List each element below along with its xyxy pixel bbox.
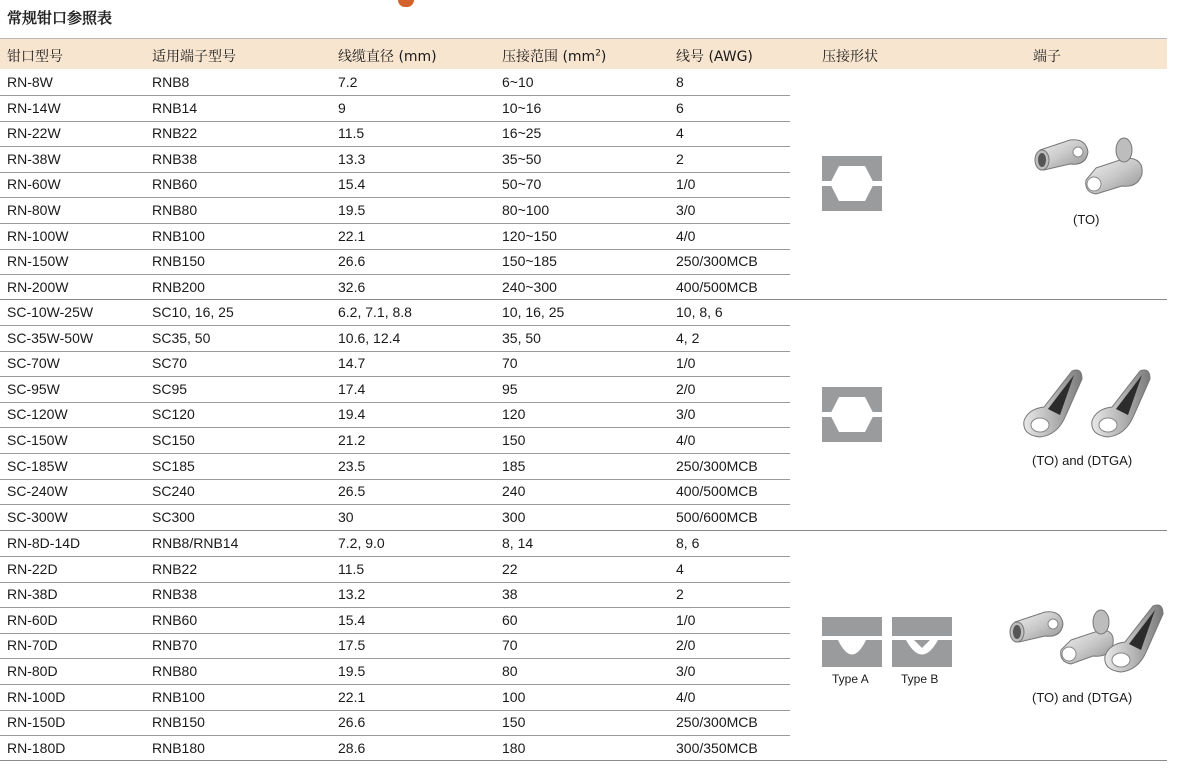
cell-cable-diameter: 11.5 bbox=[338, 125, 365, 142]
cell-awg: 8 bbox=[676, 74, 684, 90]
cell-awg: 4/0 bbox=[676, 688, 696, 705]
cell-terminal-model: RNB14 bbox=[152, 99, 198, 116]
cell-crimp-range: 300 bbox=[502, 508, 526, 525]
table-row bbox=[0, 608, 790, 634]
header-crimp-shape: 压接形状 bbox=[822, 49, 878, 65]
cell-cable-diameter: 28.6 bbox=[338, 739, 366, 756]
table-header bbox=[0, 38, 1167, 69]
cell-crimp-range: 38 bbox=[502, 586, 518, 603]
terminal-label: (TO) bbox=[1073, 212, 1100, 227]
table-row bbox=[0, 172, 790, 198]
cell-cable-diameter: 17.5 bbox=[338, 637, 366, 654]
table-row bbox=[0, 377, 790, 403]
cell-jaw-model: RN-22D bbox=[7, 560, 58, 577]
cell-jaw-model: RN-150W bbox=[7, 253, 69, 270]
hexagon-crimp-shape-icon bbox=[822, 156, 882, 211]
cell-jaw-model: RN-22W bbox=[7, 125, 61, 142]
cell-jaw-model: SC-70W bbox=[7, 355, 60, 372]
header-cable-diameter: 线缆直径 (mm) bbox=[338, 49, 437, 65]
cell-terminal-model: SC300 bbox=[152, 508, 195, 525]
cell-terminal-model: SC120 bbox=[152, 406, 195, 423]
cell-awg: 2 bbox=[676, 586, 684, 603]
cell-jaw-model: RN-100D bbox=[7, 688, 66, 705]
ring-terminal-icon bbox=[1030, 128, 1145, 208]
cell-cable-diameter: 26.6 bbox=[338, 253, 366, 270]
terminal-label: (TO) and (DTGA) bbox=[1032, 453, 1133, 468]
indent-crimp-type-b-icon bbox=[892, 617, 952, 667]
table-row bbox=[0, 147, 790, 173]
table-row bbox=[0, 249, 790, 275]
cell-crimp-range: 60 bbox=[502, 611, 518, 628]
header-jaw-model: 钳口型号 bbox=[7, 49, 63, 65]
cell-cable-diameter: 22.1 bbox=[338, 688, 366, 705]
cell-crimp-range: 50~70 bbox=[502, 176, 542, 193]
table-row bbox=[0, 736, 790, 761]
cell-jaw-model: RN-14W bbox=[7, 99, 61, 116]
table-row bbox=[0, 633, 790, 659]
cell-cable-diameter: 14.7 bbox=[338, 355, 366, 372]
header-crimp-range: 压接范围 $(mm^2)$ bbox=[502, 48, 607, 65]
cell-cable-diameter: 6.2, 7.1, 8.8 bbox=[338, 304, 412, 320]
table-row bbox=[0, 479, 790, 505]
cell-cable-diameter: 32.6 bbox=[338, 278, 366, 295]
table-row bbox=[0, 198, 790, 224]
cell-cable-diameter: 30 bbox=[338, 508, 354, 525]
cell-jaw-model: RN-60D bbox=[7, 611, 58, 628]
cell-awg: 1/0 bbox=[676, 611, 696, 628]
cell-awg: 1/0 bbox=[676, 176, 696, 193]
cell-awg: 10, 8, 6 bbox=[676, 304, 723, 320]
shape-label-type-a: Type A bbox=[832, 672, 869, 686]
table-row bbox=[0, 557, 790, 583]
ring-and-tube-terminal-icon bbox=[1005, 600, 1170, 680]
cell-cable-diameter: 7.2 bbox=[338, 74, 358, 90]
cell-jaw-model: RN-38D bbox=[7, 586, 58, 603]
cell-cable-diameter: 11.5 bbox=[338, 560, 365, 577]
cell-crimp-range: 6~10 bbox=[502, 74, 534, 90]
cell-terminal-model: RNB8 bbox=[152, 74, 190, 90]
cell-terminal-model: RNB100 bbox=[152, 227, 205, 244]
cell-jaw-model: SC-185W bbox=[7, 457, 68, 474]
cell-crimp-range: 70 bbox=[502, 355, 518, 372]
cell-jaw-model: RN-38W bbox=[7, 150, 61, 167]
cell-jaw-model: SC-120W bbox=[7, 406, 68, 423]
table-row bbox=[0, 121, 790, 147]
cell-awg: 4 bbox=[676, 560, 684, 577]
cell-crimp-range: 80~100 bbox=[502, 202, 550, 218]
cell-crimp-range: 80 bbox=[502, 663, 518, 679]
table-row bbox=[0, 582, 790, 608]
cell-jaw-model: SC-150W bbox=[7, 432, 68, 448]
cell-crimp-range: 8, 14 bbox=[502, 535, 534, 551]
cell-terminal-model: RNB38 bbox=[152, 586, 198, 603]
cell-terminal-model: SC185 bbox=[152, 457, 195, 474]
cell-jaw-model: RN-180D bbox=[7, 739, 66, 756]
cell-jaw-model: SC-95W bbox=[7, 380, 60, 397]
cell-jaw-model: SC-300W bbox=[7, 508, 68, 525]
cell-cable-diameter: 19.5 bbox=[338, 663, 366, 679]
cell-awg: 400/500MCB bbox=[676, 278, 758, 295]
header-terminal: 端子 bbox=[1033, 49, 1061, 65]
cell-crimp-range: 70 bbox=[502, 637, 518, 654]
cell-cable-diameter: 7.2, 9.0 bbox=[338, 535, 385, 551]
cell-cable-diameter: 21.2 bbox=[338, 432, 366, 448]
cell-jaw-model: RN-8D-14D bbox=[7, 535, 81, 551]
cell-cable-diameter: 9 bbox=[338, 99, 346, 116]
page-title: 常规钳口参照表 bbox=[7, 9, 113, 27]
cell-awg: 3/0 bbox=[676, 663, 696, 679]
shape-label-type-b: Type B bbox=[901, 672, 939, 686]
cell-crimp-range: 35, 50 bbox=[502, 329, 541, 346]
cell-terminal-model: RNB60 bbox=[152, 176, 198, 193]
cell-awg: 3/0 bbox=[676, 406, 696, 423]
decorative-tab bbox=[398, 0, 414, 7]
cell-cable-diameter: 19.4 bbox=[338, 406, 366, 423]
cell-terminal-model: RNB8/RNB14 bbox=[152, 535, 239, 551]
cell-crimp-range: 150 bbox=[502, 432, 526, 448]
indent-crimp-type-a-icon bbox=[822, 617, 882, 667]
cell-crimp-range: 240 bbox=[502, 483, 526, 500]
cell-terminal-model: RNB150 bbox=[152, 253, 205, 270]
cell-cable-diameter: 13.3 bbox=[338, 150, 366, 167]
cell-crimp-range: 120 bbox=[502, 406, 526, 423]
cell-crimp-range: 35~50 bbox=[502, 150, 542, 167]
table-row bbox=[0, 300, 790, 326]
table-row bbox=[0, 70, 790, 96]
cell-jaw-model: RN-100W bbox=[7, 227, 69, 244]
table-bottom-border bbox=[0, 760, 1167, 761]
cell-terminal-model: RNB70 bbox=[152, 637, 198, 654]
cell-cable-diameter: 15.4 bbox=[338, 611, 366, 628]
cell-terminal-model: RNB80 bbox=[152, 202, 198, 218]
cell-awg: 250/300MCB bbox=[676, 714, 758, 731]
cell-awg: 6 bbox=[676, 99, 684, 116]
table-row bbox=[0, 275, 790, 300]
cell-crimp-range: 150~185 bbox=[502, 253, 557, 270]
cell-awg: 250/300MCB bbox=[676, 253, 758, 270]
table-row bbox=[0, 402, 790, 428]
cell-terminal-model: SC240 bbox=[152, 483, 195, 500]
cell-awg: 2/0 bbox=[676, 637, 696, 654]
cell-awg: 2 bbox=[676, 150, 684, 167]
cell-jaw-model: SC-10W-25W bbox=[7, 304, 94, 320]
cell-terminal-model: SC10, 16, 25 bbox=[152, 304, 234, 320]
table-row bbox=[0, 659, 790, 685]
table-row bbox=[0, 685, 790, 711]
cell-jaw-model: RN-200W bbox=[7, 278, 69, 295]
cell-terminal-model: RNB22 bbox=[152, 560, 198, 577]
cell-cable-diameter: 17.4 bbox=[338, 380, 366, 397]
table-row bbox=[0, 224, 790, 250]
cell-crimp-range: 150 bbox=[502, 714, 526, 731]
cell-crimp-range: 95 bbox=[502, 380, 518, 397]
cell-cable-diameter: 23.5 bbox=[338, 457, 366, 474]
cell-awg: 4, 2 bbox=[676, 329, 700, 346]
cell-awg: 400/500MCB bbox=[676, 483, 758, 500]
cell-crimp-range: 16~25 bbox=[502, 125, 542, 142]
table-row bbox=[0, 454, 790, 480]
table-row bbox=[0, 531, 790, 557]
cell-cable-diameter: 13.2 bbox=[338, 586, 366, 603]
cell-awg: 4 bbox=[676, 125, 684, 142]
cell-jaw-model: RN-8W bbox=[7, 74, 53, 90]
cell-cable-diameter: 22.1 bbox=[338, 227, 366, 244]
cell-crimp-range: 22 bbox=[502, 560, 518, 577]
cell-cable-diameter: 10.6, 12.4 bbox=[338, 329, 401, 346]
tube-terminal-icon bbox=[1020, 365, 1160, 445]
cell-awg: 500/600MCB bbox=[676, 508, 758, 525]
table-row bbox=[0, 351, 790, 377]
cell-terminal-model: SC35, 50 bbox=[152, 329, 211, 346]
terminal-label: (TO) and (DTGA) bbox=[1032, 690, 1133, 705]
cell-crimp-range: 10, 16, 25 bbox=[502, 304, 565, 320]
cell-awg: 4/0 bbox=[676, 227, 696, 244]
cell-jaw-model: RN-80W bbox=[7, 202, 61, 218]
cell-crimp-range: 185 bbox=[502, 457, 526, 474]
cell-jaw-model: RN-80D bbox=[7, 663, 58, 679]
cell-jaw-model: SC-35W-50W bbox=[7, 329, 94, 346]
table-row bbox=[0, 96, 790, 122]
cell-cable-diameter: 26.6 bbox=[338, 714, 366, 731]
cell-terminal-model: SC150 bbox=[152, 432, 195, 448]
cell-jaw-model: RN-150D bbox=[7, 714, 66, 731]
cell-awg: 3/0 bbox=[676, 202, 696, 218]
table-row bbox=[0, 505, 790, 530]
table-row bbox=[0, 428, 790, 454]
cell-jaw-model: RN-60W bbox=[7, 176, 61, 193]
cell-awg: 8, 6 bbox=[676, 535, 700, 551]
cell-awg: 1/0 bbox=[676, 355, 696, 372]
cell-terminal-model: RNB200 bbox=[152, 278, 205, 295]
cell-terminal-model: RNB60 bbox=[152, 611, 198, 628]
cell-crimp-range: 100 bbox=[502, 688, 526, 705]
cell-awg: 250/300MCB bbox=[676, 457, 758, 474]
cell-cable-diameter: 19.5 bbox=[338, 202, 366, 218]
cell-cable-diameter: 15.4 bbox=[338, 176, 366, 193]
table-row bbox=[0, 710, 790, 736]
cell-terminal-model: RNB22 bbox=[152, 125, 198, 142]
cell-crimp-range: 240~300 bbox=[502, 278, 557, 295]
cell-terminal-model: RNB100 bbox=[152, 688, 205, 705]
table-row bbox=[0, 326, 790, 352]
cell-crimp-range: 10~16 bbox=[502, 99, 542, 116]
group-divider bbox=[0, 299, 1167, 300]
cell-crimp-range: 120~150 bbox=[502, 227, 557, 244]
cell-awg: 4/0 bbox=[676, 432, 696, 448]
cell-crimp-range: 180 bbox=[502, 739, 526, 756]
cell-awg: 300/350MCB bbox=[676, 739, 758, 756]
header-awg: 线号 (AWG) bbox=[676, 49, 753, 65]
cell-cable-diameter: 26.5 bbox=[338, 483, 366, 500]
cell-terminal-model: SC70 bbox=[152, 355, 188, 372]
cell-terminal-model: RNB80 bbox=[152, 663, 198, 679]
group-divider bbox=[0, 530, 1167, 531]
hexagon-crimp-shape-icon bbox=[822, 387, 882, 442]
cell-terminal-model: SC95 bbox=[152, 380, 188, 397]
cell-awg: 2/0 bbox=[676, 380, 696, 397]
cell-jaw-model: RN-70D bbox=[7, 637, 58, 654]
header-terminal-model: 适用端子型号 bbox=[152, 49, 236, 65]
cell-terminal-model: RNB180 bbox=[152, 739, 205, 756]
cell-jaw-model: SC-240W bbox=[7, 483, 68, 500]
cell-terminal-model: RNB38 bbox=[152, 150, 198, 167]
cell-terminal-model: RNB150 bbox=[152, 714, 205, 731]
